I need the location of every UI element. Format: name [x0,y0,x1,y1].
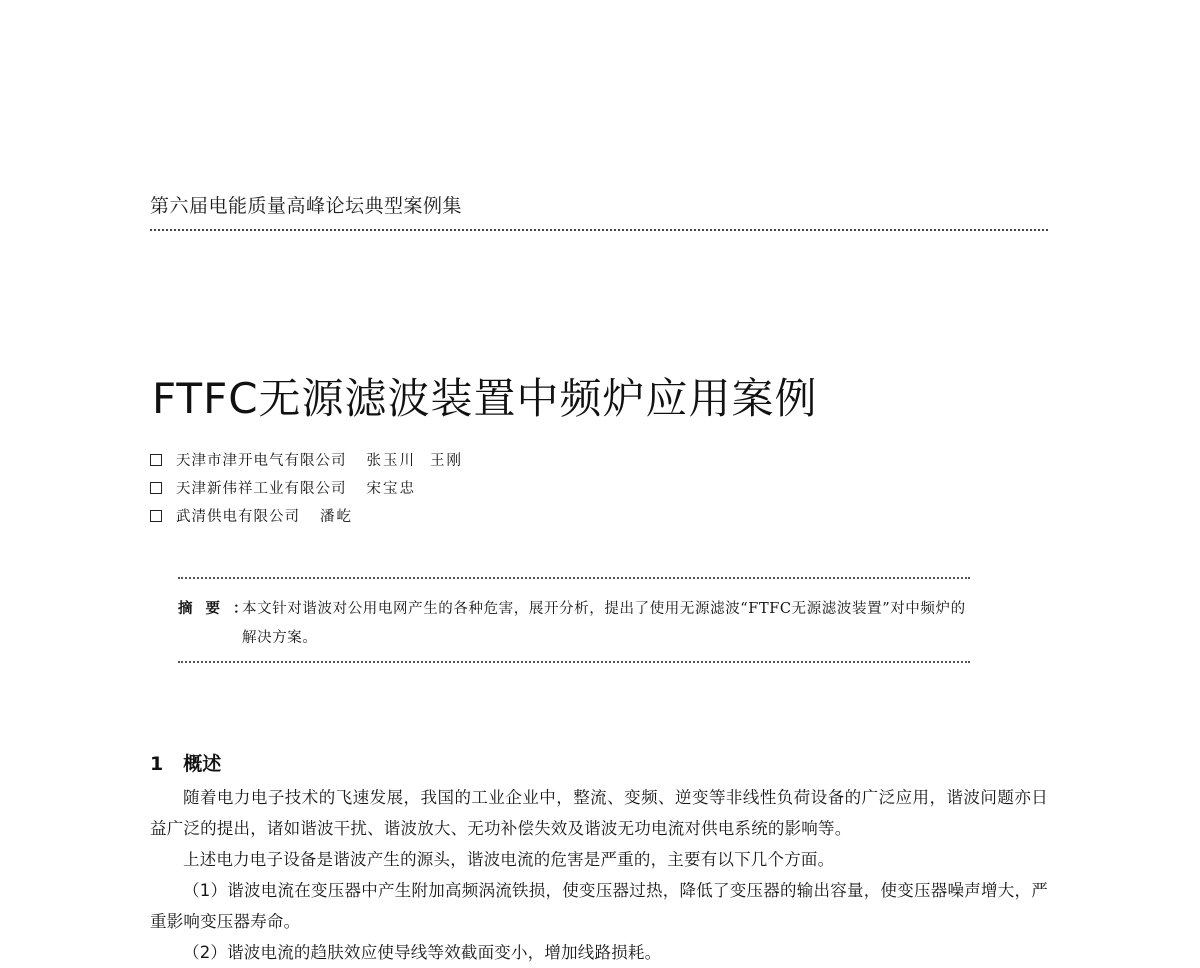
paragraph: （2）谐波电流的趋肤效应使导线等效截面变小，增加线路损耗。 [183,943,662,962]
affiliation-line [150,479,477,507]
paragraph: 随着电力电子技术的飞速发展，我国的工业企业中，整流、变频、逆变等非线性负荷设备的广泛应用，谐波问题亦日益广泛的提出，诸如谐波干扰、谐波放大、无功补偿失效及谐波无功电流对供电系统的影响等。 [150,788,1048,838]
checkbox-icon [150,482,162,494]
affiliation-org: 天津市津开电气有限公司 [176,453,347,469]
checkbox-icon [150,454,162,466]
affiliation-line [150,507,477,535]
running-header: 第六届电能质量高峰论坛典型案例集 [150,195,463,217]
section-heading [150,749,221,776]
section-title: 概述 [183,753,222,775]
paragraph: （1）谐波电流在变压器中产生附加高频涡流铁损，使变压器过热，降低了变压器的输出容量，使变压器噪声增大，严重影响变压器寿命。 [150,881,1048,931]
abstract-bottom-divider [178,661,970,663]
affiliation-list [150,451,477,535]
abstract-top-divider [178,577,970,579]
checkbox-icon [150,510,162,522]
author-name: 张玉川 [366,453,416,469]
affiliation-org: 武清供电有限公司 [176,509,300,525]
header-divider [150,229,1048,231]
abstract-text: 本文针对谐波对公用电网产生的各种危害，展开分析，提出了使用无源滤波“FTFC无源滤波装置”对中频炉的解决方案。 [242,601,966,646]
affiliation-line [150,451,477,479]
paragraph: 上述电力电子设备是谐波产生的源头，谐波电流的危害是严重的，主要有以下几个方面。 [183,850,835,869]
section-number: 1 [150,753,164,775]
author-name: 宋宝忠 [366,481,416,497]
author-name: 王刚 [430,453,463,469]
affiliation-org: 天津新伟祥工业有限公司 [176,481,347,497]
paper-title: FTFC无源滤波装置中频炉应用案例 [152,374,818,423]
section-body [150,782,1048,968]
abstract-block [178,595,968,653]
abstract-label: 摘要： [178,601,261,617]
author-name: 潘屹 [320,509,353,525]
